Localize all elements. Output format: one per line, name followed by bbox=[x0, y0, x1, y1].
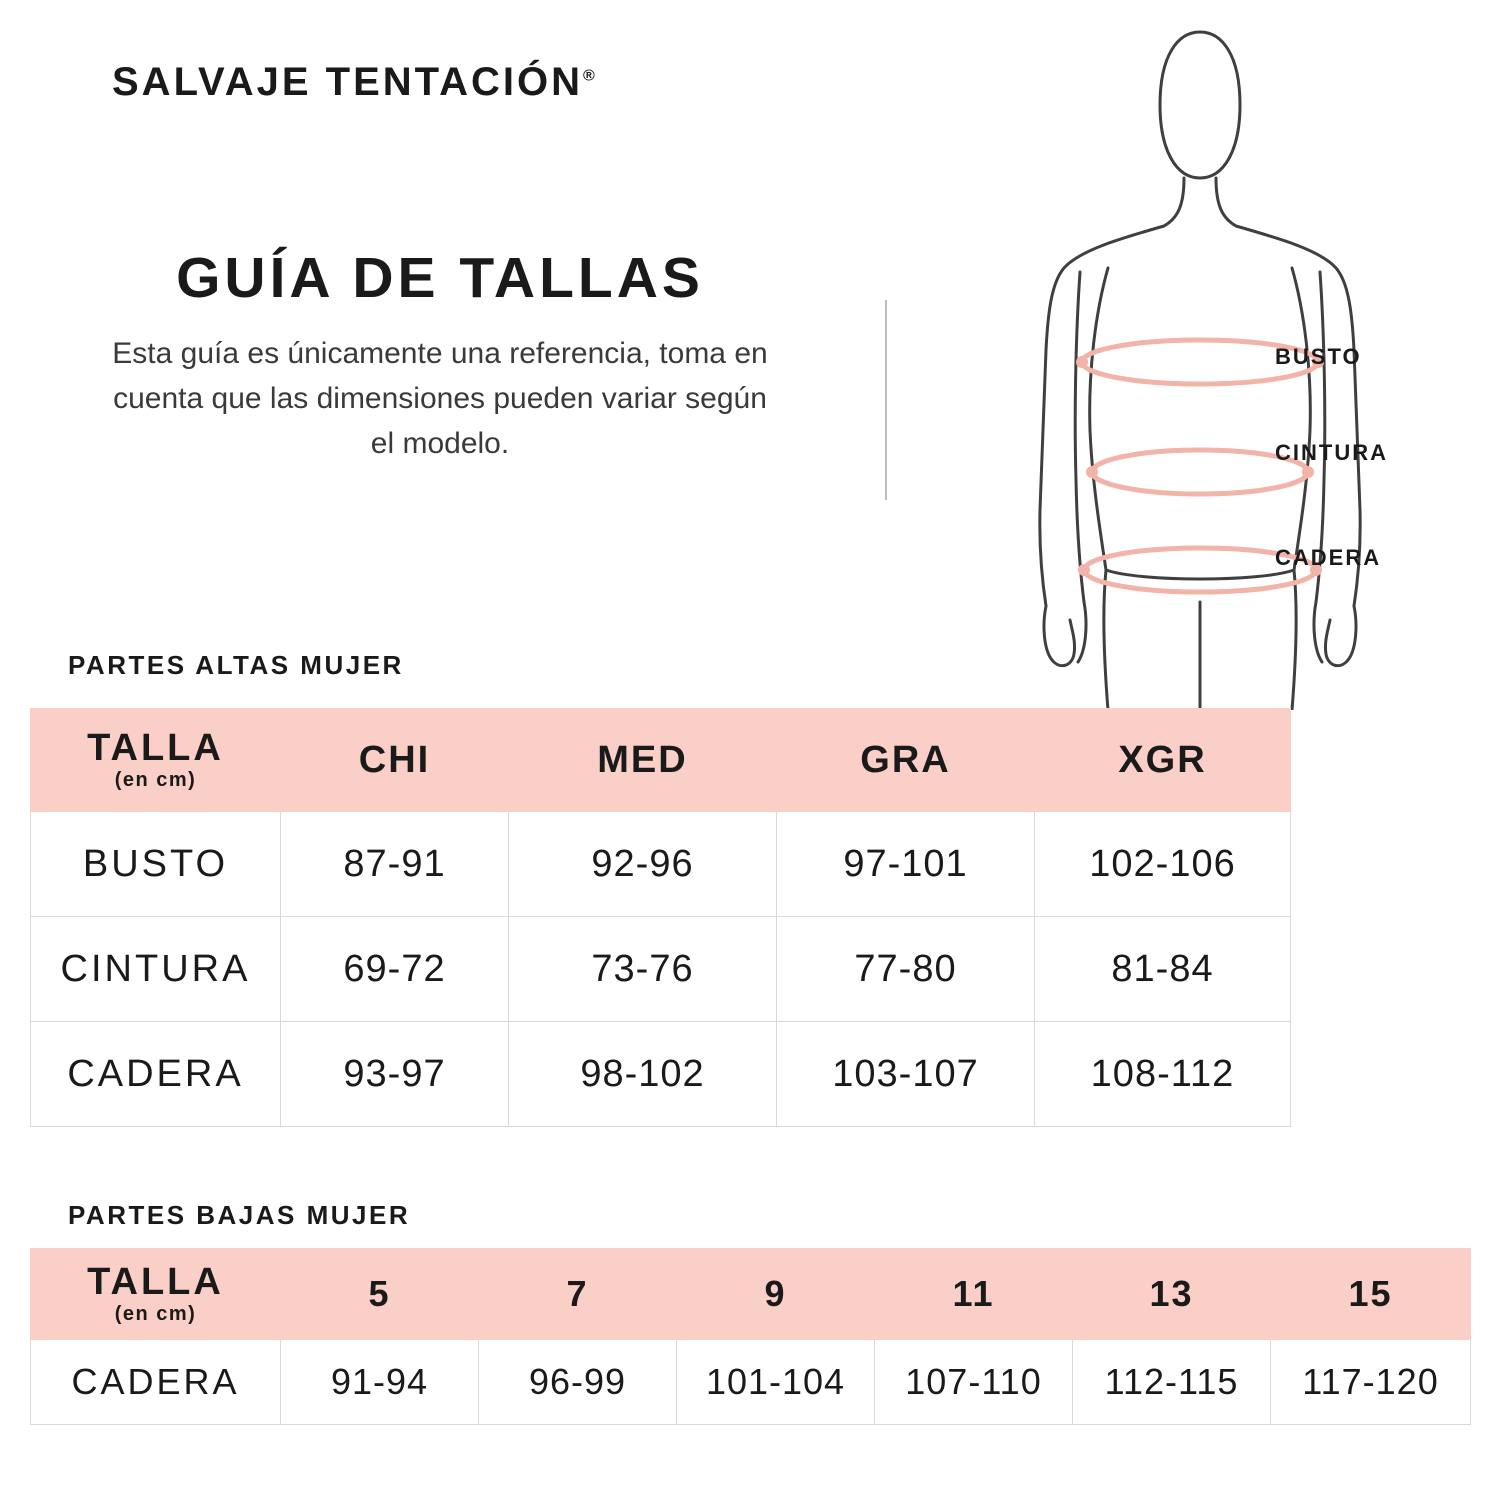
cell-busto-chi: 87-91 bbox=[281, 812, 509, 917]
cell-cadera-9: 101-104 bbox=[677, 1340, 875, 1425]
header-cell-size-med: MED bbox=[509, 709, 777, 812]
brand-logo bbox=[112, 60, 595, 105]
row-label-cadera-bottoms: CADERA bbox=[31, 1340, 281, 1425]
cell-cadera-5: 91-94 bbox=[281, 1340, 479, 1425]
intro-description: Esta guía es únicamente una referencia, toma en cuenta que las dimensiones pueden variar según el modelo. bbox=[112, 337, 768, 460]
figure-label-cintura: CINTURA bbox=[1275, 440, 1388, 465]
size-table-bottoms bbox=[30, 1248, 1471, 1425]
cell-cadera-15: 117-120 bbox=[1271, 1340, 1471, 1425]
header-talla-unit-bottoms: (en cm) bbox=[114, 1303, 197, 1326]
table-row-cadera-bottoms bbox=[31, 1340, 1471, 1425]
cell-busto-xgr: 102-106 bbox=[1035, 812, 1291, 917]
intro-block bbox=[60, 245, 820, 466]
cell-cadera-7: 96-99 bbox=[479, 1340, 677, 1425]
cell-busto-gra: 97-101 bbox=[777, 812, 1035, 917]
section-title-tops: PARTES ALTAS MUJER bbox=[68, 650, 404, 680]
page-title: GUÍA DE TALLAS bbox=[176, 246, 704, 310]
header-cell-size-gra: GRA bbox=[777, 709, 1035, 812]
registered-mark-icon: ® bbox=[583, 67, 595, 85]
size-table-tops bbox=[30, 708, 1291, 1127]
cell-cadera-11: 107-110 bbox=[875, 1340, 1073, 1425]
header-cell-size-15: 15 bbox=[1271, 1249, 1471, 1340]
row-label-busto: BUSTO bbox=[31, 812, 281, 917]
cell-cadera-med: 98-102 bbox=[509, 1022, 777, 1127]
header-cell-talla bbox=[31, 709, 281, 812]
header-cell-size-9: 9 bbox=[677, 1249, 875, 1340]
table-row-busto bbox=[31, 812, 1291, 917]
section-title-bottoms: PARTES BAJAS MUJER bbox=[68, 1200, 411, 1230]
table-row-cintura bbox=[31, 917, 1291, 1022]
figure-label-cadera: CADERA bbox=[1275, 545, 1382, 570]
vertical-divider bbox=[885, 300, 887, 500]
cell-cintura-xgr: 81-84 bbox=[1035, 917, 1291, 1022]
row-label-cadera-tops: CADERA bbox=[31, 1022, 281, 1127]
header-cell-size-chi: CHI bbox=[281, 709, 509, 812]
cell-cintura-chi: 69-72 bbox=[281, 917, 509, 1022]
table-header-row-tops bbox=[31, 709, 1291, 812]
table-row-cadera-tops bbox=[31, 1022, 1291, 1127]
header-cell-size-5: 5 bbox=[281, 1249, 479, 1340]
cell-cadera-gra: 103-107 bbox=[777, 1022, 1035, 1127]
cell-cadera-chi: 93-97 bbox=[281, 1022, 509, 1127]
table-header-row-bottoms bbox=[31, 1249, 1471, 1340]
figure-label-group bbox=[1275, 0, 1495, 700]
header-cell-size-13: 13 bbox=[1073, 1249, 1271, 1340]
cell-cadera-xgr: 108-112 bbox=[1035, 1022, 1291, 1127]
cell-cadera-13: 112-115 bbox=[1073, 1340, 1271, 1425]
figure-label-busto: BUSTO bbox=[1275, 344, 1362, 369]
header-cell-talla-bottoms bbox=[31, 1249, 281, 1340]
cell-cintura-med: 73-76 bbox=[509, 917, 777, 1022]
brand-name: SALVAJE TENTACIÓN bbox=[112, 60, 584, 104]
header-talla-unit: (en cm) bbox=[114, 769, 197, 792]
cell-busto-med: 92-96 bbox=[509, 812, 777, 917]
header-cell-size-11: 11 bbox=[875, 1249, 1073, 1340]
header-cell-size-7: 7 bbox=[479, 1249, 677, 1340]
row-label-cintura: CINTURA bbox=[31, 917, 281, 1022]
header-cell-size-xgr: XGR bbox=[1035, 709, 1291, 812]
header-talla-label: TALLA bbox=[87, 726, 224, 769]
header-talla-label-bottoms: TALLA bbox=[87, 1260, 224, 1303]
cell-cintura-gra: 77-80 bbox=[777, 917, 1035, 1022]
